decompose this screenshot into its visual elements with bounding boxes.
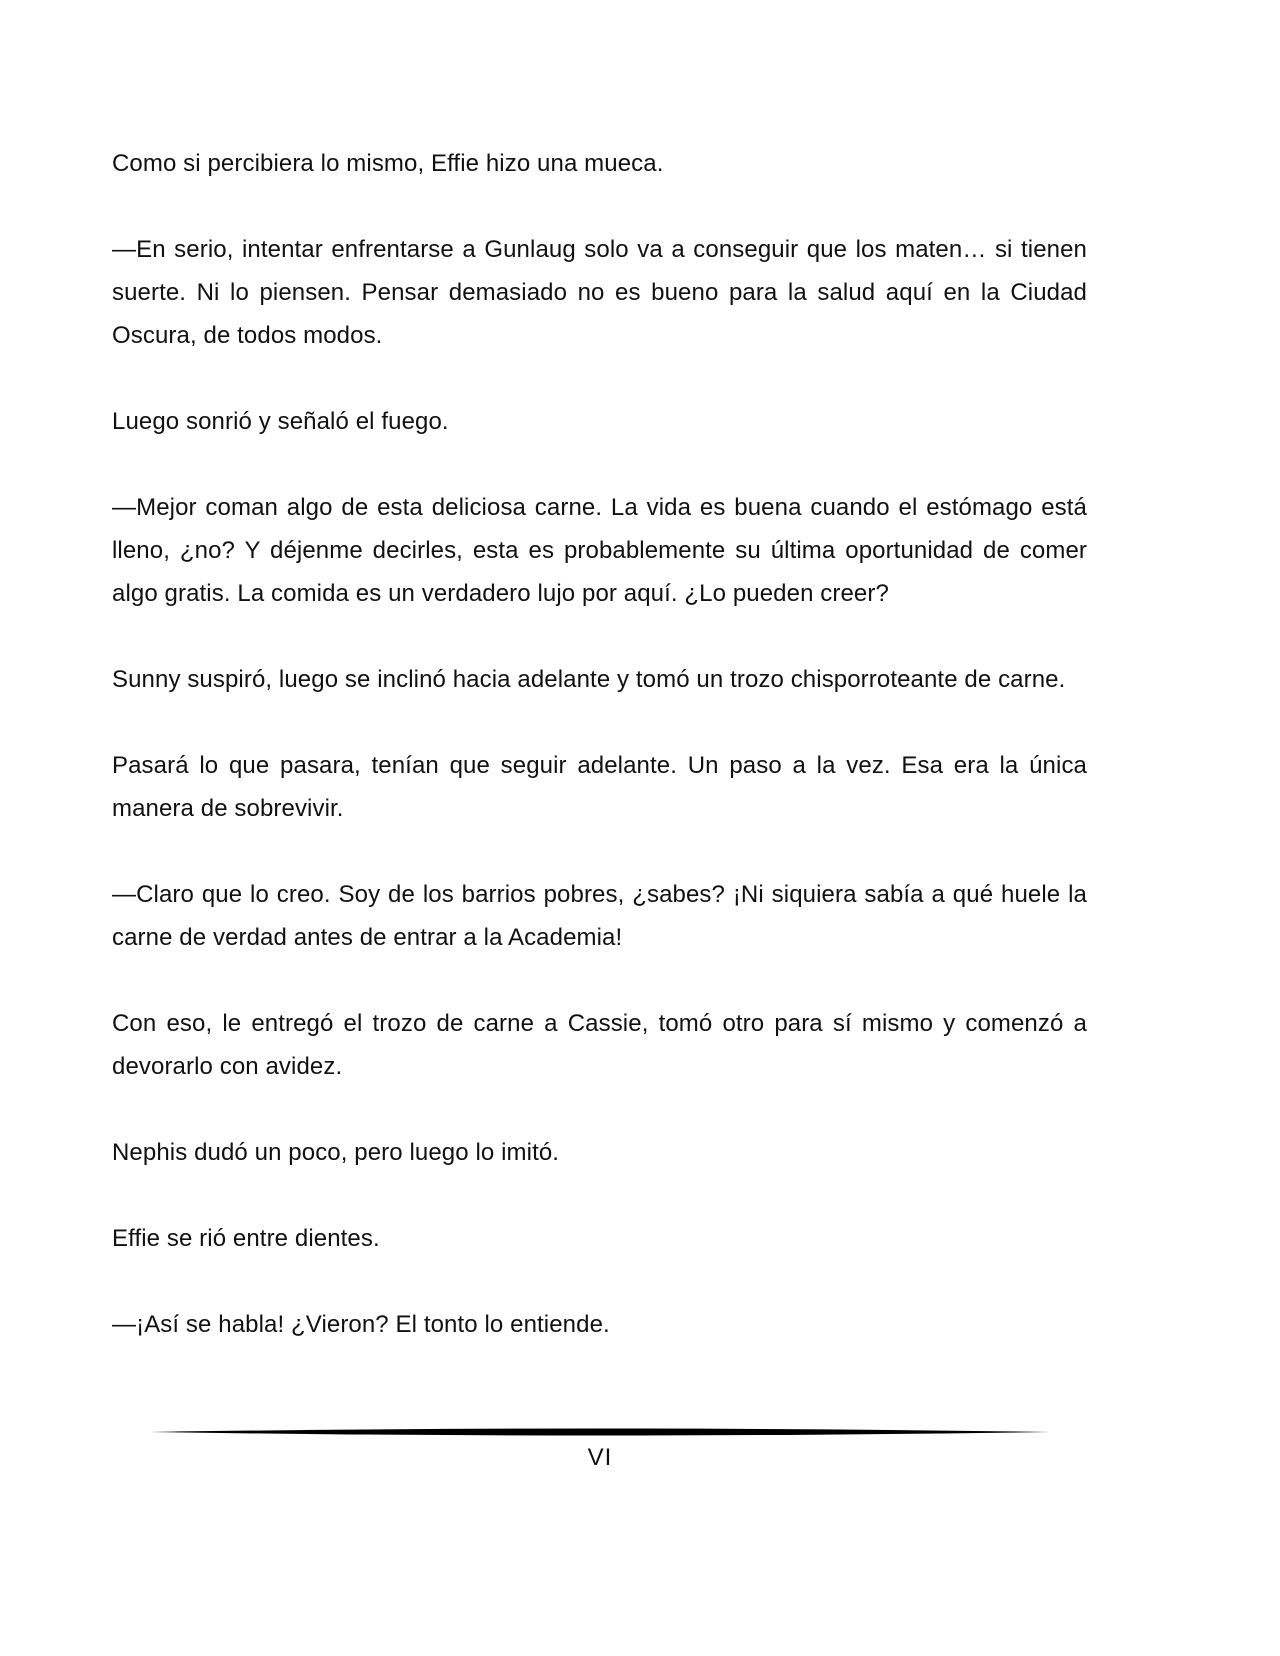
paragraph: —Claro que lo creo. Soy de los barrios pobres, ¿sabes? ¡Ni siquiera sabía a qué huele la carne de verdad antes de entrar a la Academia! [112, 881, 1087, 951]
paragraph: —En serio, intentar enfrentarse a Gunlaug solo va a conseguir que los maten… si tienen suerte. Ni lo piensen. Pensar demasiado no es bueno para la salud aquí en la Ciudad Oscura, de todos modos. [112, 236, 1087, 349]
paragraph: Nephis dudó un poco, pero luego lo imitó. [112, 1139, 560, 1166]
divider-line-icon [150, 1426, 1050, 1438]
paragraph: Con eso, le entregó el trozo de carne a Cassie, tomó otro para sí mismo y comenzó a devorarlo con avidez. [112, 1010, 1087, 1080]
page-number: VI [587, 1444, 613, 1471]
paragraph: —¡Así se habla! ¿Vieron? El tonto lo entiende. [112, 1311, 610, 1338]
paragraph: Sunny suspiró, luego se inclinó hacia adelante y tomó un trozo chisporroteante de carne. [112, 666, 1066, 693]
footer-divider [150, 1426, 1050, 1438]
paragraph: —Mejor coman algo de esta deliciosa carne. La vida es buena cuando el estómago está lleno, ¿no? Y déjenme decirles, esta es probablemente su última oportunidad de comer algo gratis. La comida es un verdadero lujo por aquí. ¿Lo pueden creer? [112, 494, 1087, 607]
paragraph: Effie se rió entre dientes. [112, 1225, 380, 1252]
paragraph: Luego sonrió y señaló el fuego. [112, 408, 449, 435]
paragraph: Pasará lo que pasara, tenían que seguir adelante. Un paso a la vez. Esa era la única manera de sobrevivir. [112, 752, 1087, 822]
body-text [112, 142, 1087, 1346]
paragraph: Como si percibiera lo mismo, Effie hizo una mueca. [112, 150, 664, 177]
